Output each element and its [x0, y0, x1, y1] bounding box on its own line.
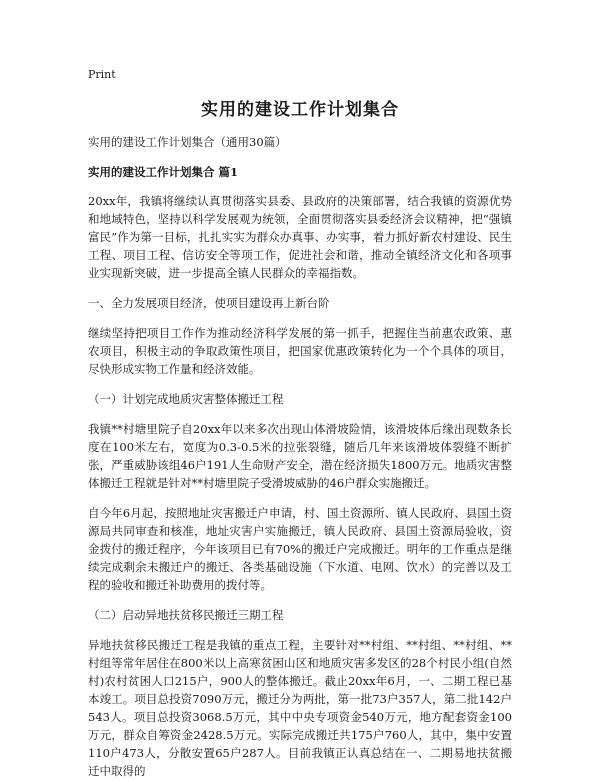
paragraph-poverty-relocation: 异地扶贫移民搬迁工程是我镇的重点工程，主要针对**村组、**村组、**村组、**村组等常年居住在800米以上高寒贫困山区和地质灾害多发区的28个村民小组(自然村)农村贫困人口215户，900人的整体搬迁。截止20xx年6月，一、二期工程已基本竣工。项目总投资7090万元，搬迁分为两批，第一批73户357人，第二批142户543人。项目总投资3068.5万元，其中中央专项资金540万元，地方配套资金100万元，群众自筹资金2428.5万元。实际完成搬迁共175户760人，其中，集中安置110户473人，分散安置65户287人。目前我镇正认真总结在一、二期易地扶贫搬迁中取得的 [88, 638, 512, 778]
heading-subsection-one: （一）计划完成地质灾害整体搬迁工程 [88, 392, 284, 406]
document-subtitle: 实用的建设工作计划集合（通用30篇） [88, 135, 287, 149]
heading-part-one: 一、全力发展项目经济，使项目建设再上新台阶 [88, 296, 330, 310]
document-title: 实用的建设工作计划集合 [201, 100, 399, 120]
section-title: 实用的建设工作计划集合 篇1 [88, 165, 239, 179]
paragraph-landslide: 我镇**村塘里院子自20xx年以来多次出现山体滑坡险情，该滑坡体后缘出现数条长度在100米左右，宽度为0.3-0.5米的拉张裂缝，随后几年来该滑坡体裂缝不断扩张，严重威胁该组46户191人生命财产安全，潜在经济损失1800万元。地质灾害整体搬迁工程就是针对**村塘里院子受滑坡威胁的46户群众实施搬迁。 [88, 422, 512, 490]
paragraph-project-economy: 继续坚持把项目工作作为推动经济科学发展的第一抓手，把握住当前惠农政策、惠农项目，积极主动的争取政策性项目，把国家优惠政策转化为一个个具体的项目，尽快形成实物工作量和经济效能。 [88, 326, 512, 376]
print-label: Print [88, 68, 116, 81]
paragraph-relocation-progress: 自今年6月起，按照地址灾害搬迁户申请，村、国土资源所、镇人民政府、县国土资源局共同审查和核准，地址灾害户实施搬迁，镇人民政府、县国土资源局验收，资金拨付的搬迁程序，今年该项目已有70%的搬迁户完成搬迁。明年的工作重点是继续完成剩余未搬迁户的搬迁、各类基础设施（下水道、电网、饮水）的完善以及工程的验收和搬迁补助费用的拨付等。 [88, 506, 512, 592]
paragraph-intro: 20xx年，我镇将继续认真贯彻落实县委、县政府的决策部署，结合我镇的资源优势和地域特色，坚持以科学发展观为统领，全面贯彻落实县委经济会议精神，把“强镇富民”作为第一目标，扎扎实实为群众办真事、办实事，着力抓好新农村建设、民生工程、项目工程、信访安全等项工作，促进社会和谐，推动全镇经济文化和各项事业实现新突破，进一步提高全镇人民群众的幸福指数。 [88, 194, 512, 280]
heading-subsection-two: （二）启动异地扶贫移民搬迁三期工程 [88, 608, 284, 622]
